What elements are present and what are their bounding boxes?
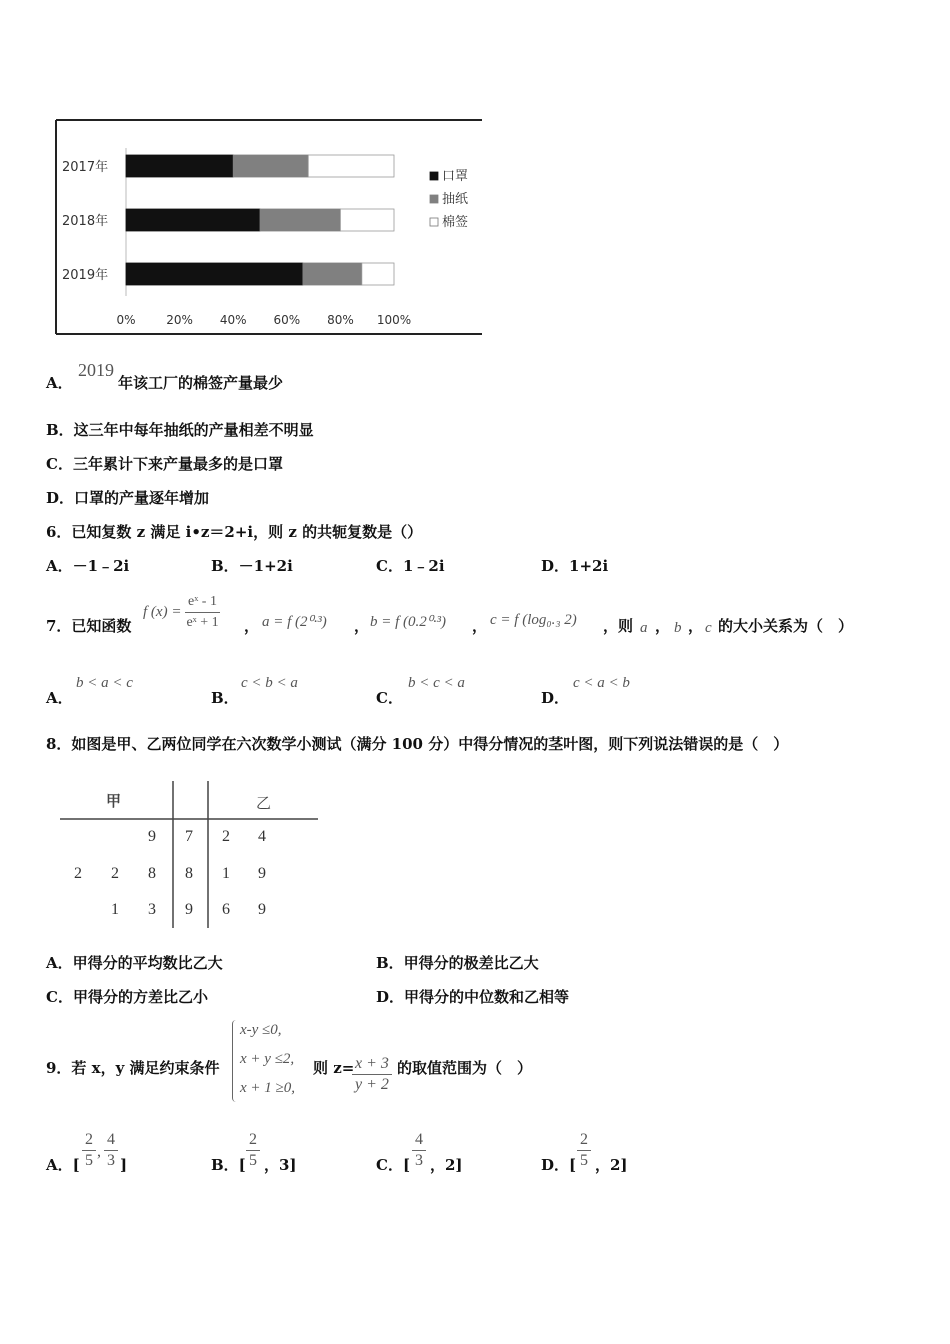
leaf-right: 4	[258, 828, 266, 845]
chart-category-label: 2017年	[62, 160, 109, 175]
q7-var-b: b	[674, 620, 682, 636]
q7-sep-2: ，	[354, 617, 370, 635]
q9-option-a-frac1: $\frac{2}{5}$	[80, 1130, 98, 1171]
stem-leaf-plot	[56, 778, 326, 934]
q8-option-b: B．甲得分的极差比乙大	[376, 954, 539, 972]
chart-tick-label: 20%	[166, 313, 193, 327]
leaf-left: 2	[111, 865, 119, 882]
q9-option-c-rest: ，2]	[430, 1156, 463, 1174]
q9-z-fraction	[350, 1054, 394, 1095]
q7-sep-4: ，	[655, 617, 671, 635]
q9-option-d-label: D．[	[541, 1156, 577, 1174]
leaf-right: 6	[222, 901, 230, 918]
chart-svg	[54, 118, 494, 338]
leaf-left: 8	[148, 865, 156, 882]
stacked-bar-chart	[54, 118, 494, 338]
stem-leaf-header-left: 甲	[106, 792, 122, 810]
q5-a-text: 年该工厂的棉签产量最少	[118, 374, 284, 392]
leaf-right: 9	[258, 865, 266, 882]
leaf-left: 2	[74, 865, 82, 882]
q7-f-den: eˣ + 1	[186, 615, 219, 630]
q7-function-def	[143, 592, 224, 633]
leaf-right: 9	[258, 901, 266, 918]
q7-sep-3: ，	[472, 617, 488, 635]
chart-legend-label: 棉签	[442, 215, 469, 230]
q9-option-a-label: A．[	[46, 1156, 80, 1174]
chart-tick-label: 60%	[273, 313, 301, 327]
chart-bar-segment	[260, 209, 340, 231]
q7-prefix: 7．已知函数	[46, 617, 132, 635]
chart-legend-label: 口罩	[442, 169, 469, 184]
chart-legend-swatch	[430, 218, 438, 226]
q9-option-c-label: C．[	[376, 1156, 411, 1174]
leaf-right: 1	[222, 865, 230, 882]
q7-f-fraction	[183, 592, 221, 633]
chart-bar-segment	[303, 263, 362, 285]
q6-stem: 6．已知复数 z 满足 i•z＝2+i，则 z 的共轭复数是（）	[46, 523, 423, 541]
chart-tick-label: 40%	[219, 313, 247, 327]
stem-leaf-header-right: 乙	[256, 794, 272, 812]
q9-brace	[232, 1020, 239, 1102]
chart-bar-segment	[126, 263, 303, 285]
q7-var-c: c	[705, 620, 712, 636]
q7-var-a: a	[640, 620, 648, 636]
q7-option-b-label: B．	[211, 689, 239, 707]
q8-option-a: A．甲得分的平均数比乙大	[46, 954, 223, 972]
chart-bar-segment	[233, 155, 308, 177]
q7-a-expr: a = f (2⁰·³)	[262, 614, 327, 630]
chart-bar-segment	[308, 155, 394, 177]
q6-option-c: C．1﹣2i	[376, 557, 445, 575]
q9-option-a-end: ]	[120, 1156, 128, 1174]
chart-bar-segment	[362, 263, 394, 285]
chart-tick-label: 100%	[376, 313, 412, 327]
q7-option-c-math: b < c < a	[408, 675, 465, 691]
q7-option-a-label: A．	[46, 689, 73, 707]
q7-option-d-math: c < a < b	[573, 675, 630, 691]
q9-option-d-rest: ，2]	[595, 1156, 628, 1174]
chart-category-label: 2018年	[62, 214, 109, 229]
stem-value: 9	[185, 901, 193, 918]
q9-option-b-label: B．[	[211, 1156, 246, 1174]
q7-sep-5: ，	[688, 617, 704, 635]
q7-option-b-math: c < b < a	[241, 675, 298, 691]
q9-option-b-frac: $\frac{2}{5}$	[244, 1130, 262, 1171]
q5-a-year: 2019	[78, 360, 114, 380]
q8-option-d: D．甲得分的中位数和乙相等	[376, 988, 570, 1006]
leaf-left: 3	[148, 901, 156, 918]
q7-f-lhs: f (x) =	[143, 604, 182, 620]
q9-prefix: 9．若 x，y 满足约束条件	[46, 1059, 220, 1077]
q7-then: ，则	[603, 617, 634, 635]
chart-bar-segment	[340, 209, 394, 231]
stem-value: 8	[185, 865, 193, 882]
chart-tick-label: 0%	[116, 313, 136, 327]
q9-option-a-comma: ,	[97, 1143, 101, 1160]
q9-constraint-3: x + 1 ≥0,	[240, 1080, 296, 1096]
q6-option-a: A．－1﹣2i	[46, 557, 130, 575]
chart-tick-label: 80%	[327, 313, 354, 327]
q5-option-d: D．口罩的产量逐年增加	[46, 489, 210, 507]
q9-option-d-frac: $\frac{2}{5}$	[575, 1130, 593, 1171]
q9-option-b-rest: ，3]	[264, 1156, 297, 1174]
q9-constraint-2: x + y ≤2,	[240, 1051, 295, 1067]
q7-suffix: 的大小关系为（ ）	[718, 617, 854, 635]
q7-f-num: eˣ - 1	[185, 592, 220, 613]
q5-a-label: A．	[46, 374, 73, 392]
q9-z-num: x + 3	[352, 1054, 392, 1075]
q6-option-d: D．1+2i	[541, 557, 609, 575]
q9-then: 则 z=	[313, 1059, 355, 1077]
chart-legend-swatch	[430, 195, 438, 203]
q6-option-b: B．－1+2i	[211, 557, 293, 575]
stem-value: 7	[185, 828, 193, 845]
q5-option-a	[46, 374, 73, 392]
q9-z-den: y + 2	[355, 1076, 389, 1093]
chart-legend-swatch	[430, 172, 438, 180]
q9-option-a-frac2: $\frac{4}{3}$	[102, 1130, 120, 1171]
chart-bar-segment	[126, 209, 260, 231]
q7-option-d-label: D．	[541, 689, 570, 707]
q5-option-c: C．三年累计下来产量最多的是口罩	[46, 455, 283, 473]
chart-legend-label: 抽纸	[442, 192, 469, 207]
q7-sep-1: ，	[244, 617, 260, 635]
q5-option-b: B．这三年中每年抽纸的产量相差不明显	[46, 421, 314, 439]
q9-constraint-1: x-y ≤0,	[240, 1022, 282, 1038]
q7-c-expr: c = f (log₀.₃ 2)	[490, 612, 577, 628]
leaf-left: 9	[148, 828, 156, 845]
q8-option-c: C．甲得分的方差比乙小	[46, 988, 208, 1006]
chart-bar-segment	[126, 155, 233, 177]
q7-b-expr: b = f (0.2⁰·³)	[370, 614, 447, 630]
chart-category-label: 2019年	[62, 268, 109, 283]
leaf-right: 2	[222, 828, 230, 845]
leaf-left: 1	[111, 901, 119, 918]
q8-stem: 8．如图是甲、乙两位同学在六次数学小测试（满分 100 分）中得分情况的茎叶图，则下列说法错误的是（ ）	[46, 735, 789, 753]
q9-option-c-frac: $\frac{4}{3}$	[410, 1130, 428, 1171]
q9-suffix: 的取值范围为（ ）	[397, 1059, 533, 1077]
q7-option-a-math: b < a < c	[76, 675, 133, 691]
q7-option-c-label: C．	[376, 689, 403, 707]
